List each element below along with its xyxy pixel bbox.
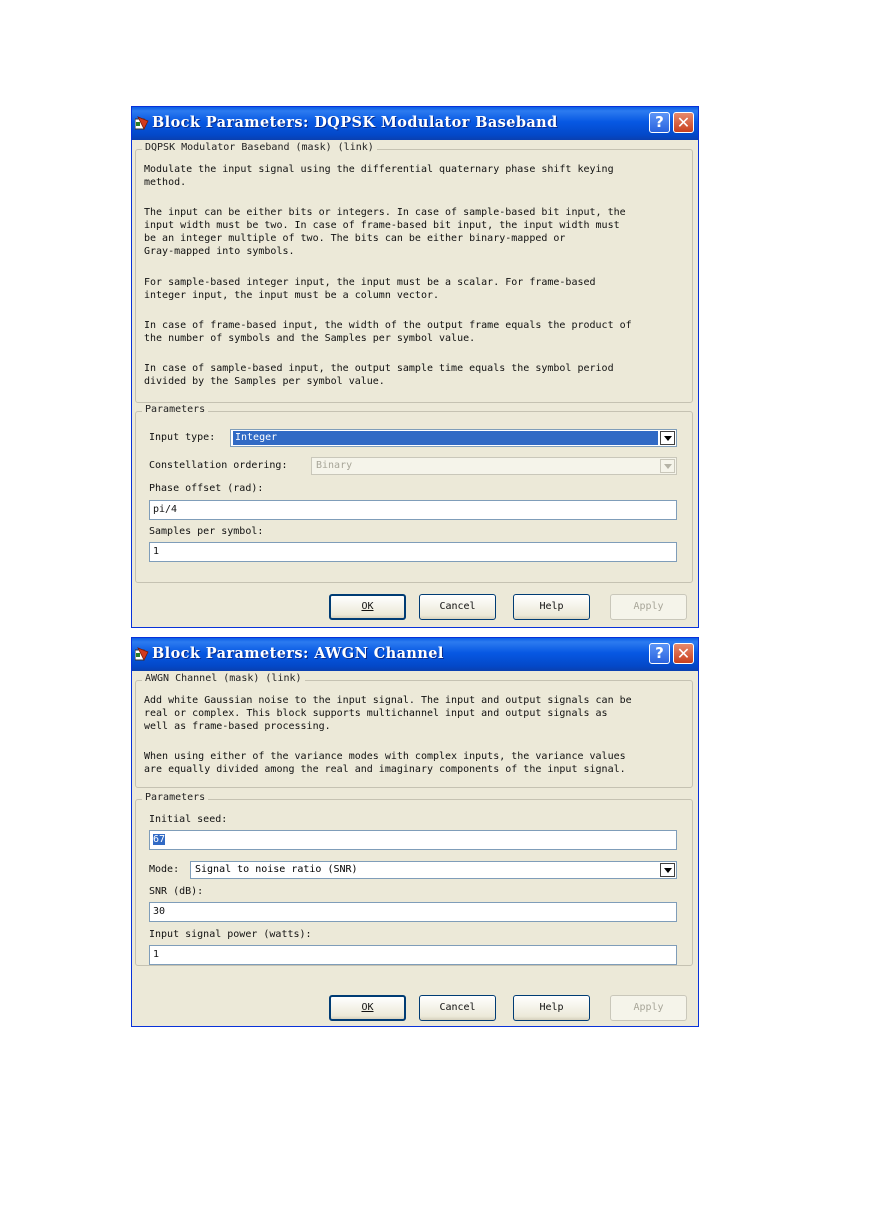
- description-paragraph: In case of sample-based input, the output sample time equals the symbol period divided by the Samples per symbol value.: [144, 363, 614, 387]
- constellation-ordering-dropdown: [311, 457, 677, 475]
- title-bar[interactable]: [132, 638, 698, 671]
- help-button[interactable]: [513, 594, 590, 620]
- close-icon[interactable]: ✕: [673, 112, 694, 133]
- mode-dropdown[interactable]: [190, 861, 677, 879]
- ok-label: OK: [361, 1002, 374, 1013]
- apply-label: Apply: [633, 1002, 664, 1013]
- help-button[interactable]: [513, 995, 590, 1021]
- phase-offset-label: Phase offset (rad):: [149, 483, 264, 494]
- help-icon[interactable]: ?: [649, 112, 670, 133]
- parameters-label: Parameters: [142, 404, 208, 415]
- ok-label: OK: [361, 601, 374, 612]
- snr-label: SNR (dB):: [149, 886, 204, 897]
- help-label: Help: [539, 1002, 564, 1013]
- initial-seed-value: 67: [153, 834, 166, 845]
- dialog-title: Block Parameters: AWGN Channel: [152, 645, 444, 662]
- help-icon[interactable]: ?: [649, 643, 670, 664]
- input-signal-power-label: Input signal power (watts):: [149, 929, 312, 940]
- apply-label: Apply: [633, 601, 664, 612]
- cancel-button[interactable]: [419, 594, 496, 620]
- chevron-down-icon[interactable]: [660, 431, 675, 445]
- simulink-block-icon: [135, 647, 149, 661]
- samples-per-symbol-input[interactable]: 1: [149, 542, 677, 562]
- description-paragraph: The input can be either bits or integers. In case of sample-based bit input, the input width must be two. In case of frame-based bit input, the input width must be an integer multiple of two. The bits can be either binary-mapped or Gray-mapped into symbols.: [144, 207, 626, 257]
- description-paragraph: For sample-based integer input, the input must be a scalar. For frame-based integer input, the input must be a column vector.: [144, 277, 596, 301]
- cancel-button[interactable]: [419, 995, 496, 1021]
- simulink-block-icon: [135, 116, 149, 130]
- ok-button[interactable]: [329, 995, 406, 1021]
- close-icon[interactable]: ✕: [673, 643, 694, 664]
- dqpsk-dialog: [131, 106, 699, 628]
- description-paragraph: In case of frame-based input, the width of the output frame equals the product of the number of symbols and the Samples per symbol value.: [144, 320, 632, 344]
- chevron-down-icon[interactable]: [660, 863, 675, 877]
- mode-value: Signal to noise ratio (SNR): [195, 864, 358, 875]
- cancel-label: Cancel: [439, 1002, 476, 1013]
- input-type-dropdown[interactable]: [230, 429, 677, 447]
- input-type-value: Integer: [233, 431, 658, 445]
- input-type-label: Input type:: [149, 432, 216, 443]
- ok-button[interactable]: [329, 594, 406, 620]
- description-paragraph: Modulate the input signal using the differential quaternary phase shift keying method.: [144, 164, 614, 188]
- dialog-title: Block Parameters: DQPSK Modulator Baseband: [152, 114, 558, 131]
- constellation-ordering-value: Binary: [316, 460, 353, 471]
- input-signal-power-input[interactable]: 1: [149, 945, 677, 965]
- phase-offset-input[interactable]: pi/4: [149, 500, 677, 520]
- apply-button: [610, 995, 687, 1021]
- block-group-label: AWGN Channel (mask) (link): [142, 673, 305, 684]
- snr-input[interactable]: 30: [149, 902, 677, 922]
- constellation-ordering-label: Constellation ordering:: [149, 460, 288, 471]
- mode-label: Mode:: [149, 864, 180, 875]
- help-label: Help: [539, 601, 564, 612]
- description-paragraph: When using either of the variance modes with complex inputs, the variance values are equally divided among the real and imaginary components of the input signal.: [144, 751, 626, 775]
- apply-button: [610, 594, 687, 620]
- cancel-label: Cancel: [439, 601, 476, 612]
- description-paragraph: Add white Gaussian noise to the input signal. The input and output signals can be real or complex. This block supports multichannel input and output signals as well as frame-based processing.: [144, 695, 632, 732]
- initial-seed-label: Initial seed:: [149, 814, 228, 825]
- parameters-label: Parameters: [142, 792, 208, 803]
- initial-seed-input[interactable]: [149, 830, 677, 850]
- samples-per-symbol-label: Samples per symbol:: [149, 526, 264, 537]
- awgn-dialog: [131, 637, 699, 1027]
- block-group-label: DQPSK Modulator Baseband (mask) (link): [142, 142, 377, 153]
- title-bar[interactable]: [132, 107, 698, 140]
- chevron-down-icon: [660, 459, 675, 473]
